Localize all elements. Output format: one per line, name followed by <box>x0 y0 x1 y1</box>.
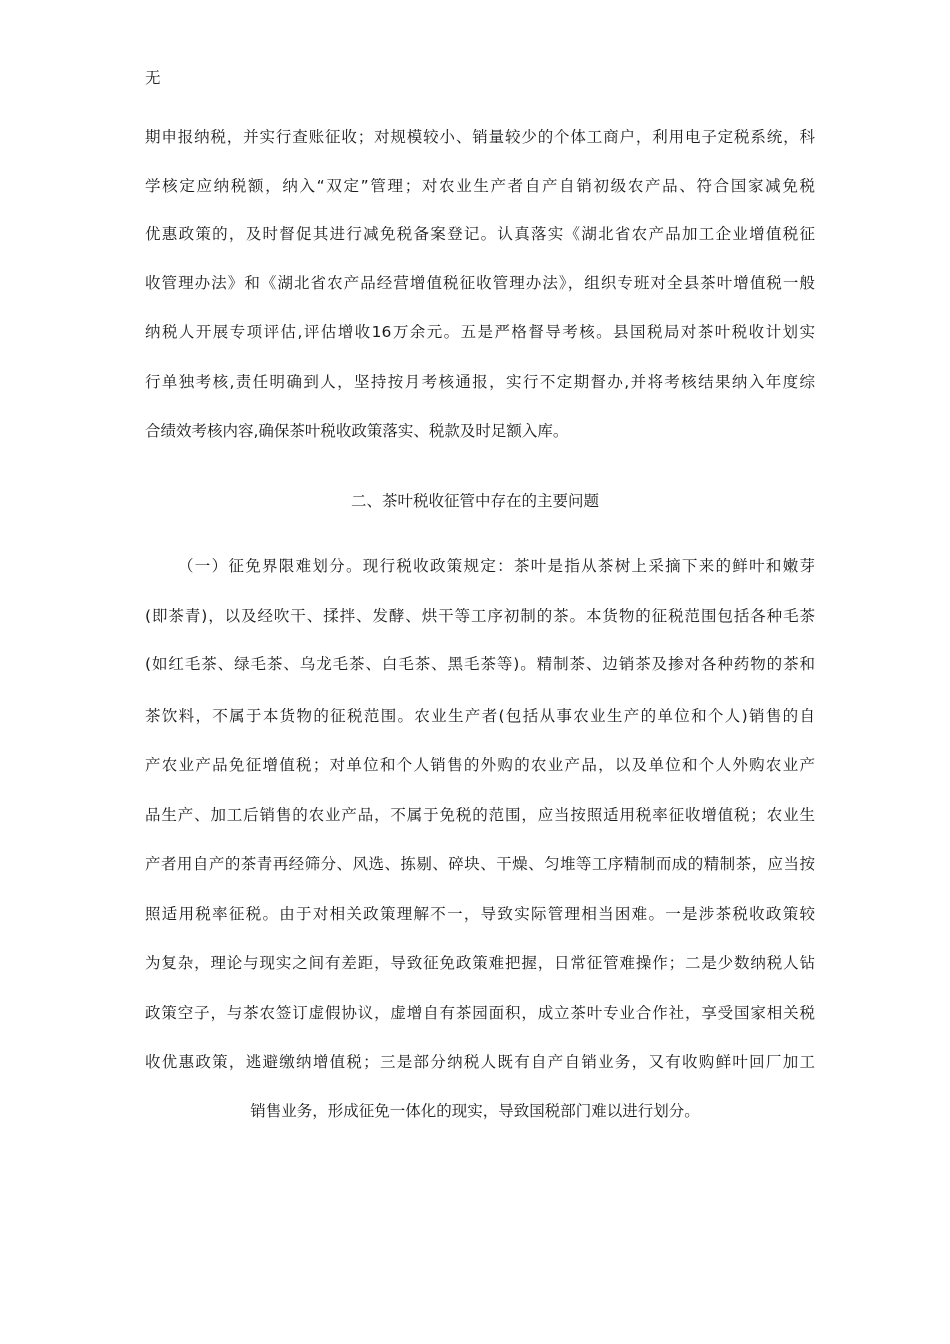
paragraph-last-line: 销售业务，形成征免一体化的现实，导致国税部门难以进行划分。 <box>250 1102 700 1120</box>
paragraph-line: 学核定应纳税额，纳入“双定”管理；对农业生产者自产自销初级农产品、符合国家减免税 <box>145 177 815 195</box>
paragraph-line: (即茶青)，以及经吹干、揉拌、发酵、烘干等工序初制的茶。本货物的征税范围包括各种毛茶 <box>145 607 815 625</box>
paragraph-line: 茶饮料，不属于本货物的征税范围。农业生产者(包括从事农业生产的单位和个人)销售的自 <box>145 707 815 725</box>
paragraph-line: 合绩效考核内容,确保茶叶税收政策落实、税款及时足额入库。 <box>145 422 569 440</box>
paragraph-line: 收管理办法》和《湖北省农产品经营增值税征收管理办法》，组织专班对全县茶叶增值税一般 <box>145 274 815 292</box>
paragraph-line: 产农业产品免征增值税；对单位和个人销售的外购的农业产品，以及单位和个人外购农业产 <box>145 756 815 774</box>
paragraph-line: 产者用自产的茶青再经筛分、风选、拣剔、碎块、干燥、匀堆等工序精制而成的精制茶，应当按 <box>145 855 815 873</box>
paragraph-line: （一）征免界限难划分。现行税收政策规定：茶叶是指从茶树上采摘下来的鲜叶和嫩芽 <box>178 557 815 575</box>
section-heading: 二、茶叶税收征管中存在的主要问题 <box>350 492 599 510</box>
paragraph-line: 政策空子，与茶农签订虚假协议，虚增自有茶园面积，成立茶叶专业合作社，享受国家相关税 <box>145 1004 815 1022</box>
paragraph-line: 为复杂，理论与现实之间有差距，导致征免政策难把握，日常征管难操作；二是少数纳税人钻 <box>145 954 815 972</box>
paragraph-line: 照适用税率征税。由于对相关政策理解不一，导致实际管理相当困难。一是涉茶税收政策较 <box>145 905 815 923</box>
paragraph-line: 纳税人开展专项评估,评估增收16万余元。五是严格督导考核。县国税局对茶叶税收计划实 <box>145 323 815 341</box>
paragraph-line: (如红毛茶、绿毛茶、乌龙毛茶、白毛茶、黑毛茶等)。精制茶、边销茶及掺对各种药物的茶和 <box>145 655 815 673</box>
paragraph-line: 品生产、加工后销售的农业产品，不属于免税的范围，应当按照适用税率征收增值税；农业生 <box>145 806 815 824</box>
paragraph-line: 行单独考核,责任明确到人，坚持按月考核通报，实行不定期督办,并将考核结果纳入年度综 <box>145 373 815 391</box>
paragraph-line: 优惠政策的，及时督促其进行减免税备案登记。认真落实《湖北省农产品加工企业增值税征 <box>145 225 815 243</box>
header-fragment: 无 <box>145 69 161 87</box>
paragraph-line: 期申报纳税，并实行查账征收；对规模较小、销量较少的个体工商户，利用电子定税系统，科 <box>145 128 815 146</box>
paragraph-line: 收优惠政策，逃避缴纳增值税；三是部分纳税人既有自产自销业务，又有收购鲜叶回厂加工 <box>145 1053 815 1071</box>
